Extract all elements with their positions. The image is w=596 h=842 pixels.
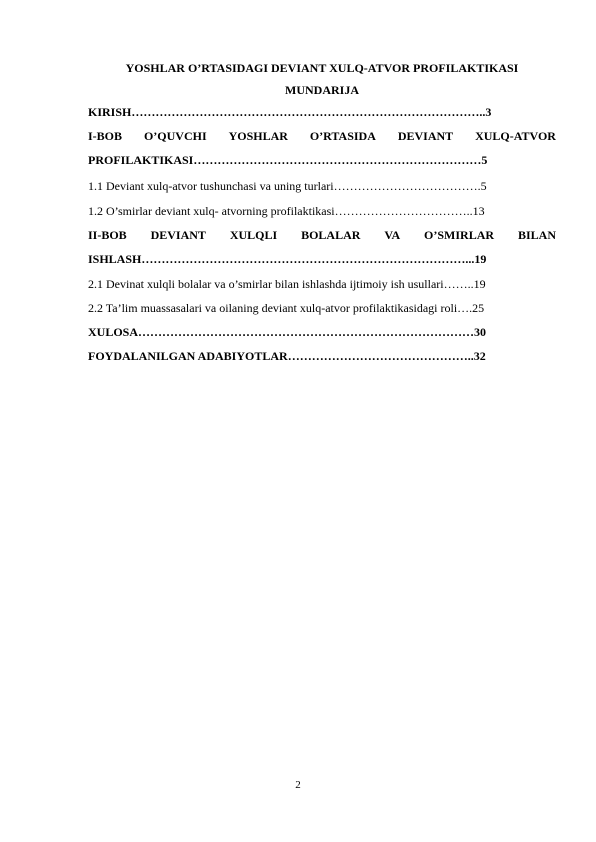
toc-entry-section-2-2: 2.2 Ta’lim muassasalari va oilaning deviant xulq-atvor profilaktikasidagi roli….25 <box>88 301 485 315</box>
toc-word: BOLALAR <box>301 228 361 242</box>
toc-entry-chapter1-line2: PROFILAKTIKASI………………………………………………………………5 <box>88 153 488 167</box>
toc-word: DEVIANT <box>150 228 206 242</box>
toc-entry-section-2-1: 2.1 Devinat xulqli bolalar va o’smirlar bilan ishlashda ijtimoiy ish usullari……..19 <box>88 277 486 291</box>
toc-entry-section-1-1: 1.1 Deviant xulq-atvor tushunchasi va uning turlari……………………………….5 <box>88 179 487 193</box>
toc-entry-chapter2-line2: ISHLASH………………………………………………………………………...19 <box>88 252 487 266</box>
page-number: 2 <box>295 779 301 791</box>
toc-entry-kirish: KIRISH……………………………………………………………………………..3 <box>88 105 492 119</box>
document-title: YOSHLAR O’RTASIDAGI DEVIANT XULQ-ATVOR PROFILAKTIKASI <box>125 61 519 75</box>
toc-word: II-BOB <box>88 228 127 242</box>
toc-word: O’SMIRLAR <box>424 228 495 242</box>
toc-entry-xulosa: XULOSA…………………………………………………………………………30 <box>88 325 487 339</box>
toc-word: I-BOB <box>88 129 123 143</box>
toc-entry-chapter2-line1 <box>88 227 556 243</box>
toc-word: XULQLI <box>229 228 278 242</box>
toc-entry-chapter1-line1 <box>88 128 556 144</box>
toc-word: YOSHLAR <box>228 129 288 143</box>
toc-entry-adabiyotlar: FOYDALANILGAN ADABIYOTLAR………………………………………..32 <box>88 349 486 363</box>
toc-word: VA <box>384 228 401 242</box>
toc-heading: MUNDARIJA <box>285 83 359 97</box>
toc-word: O’RTASIDA <box>309 129 376 143</box>
toc-word: O’QUVCHI <box>143 129 207 143</box>
toc-entry-section-1-2: 1.2 O’smirlar deviant xulq- atvorning profilaktikasi……………………………..13 <box>88 204 485 218</box>
toc-word: DEVIANT <box>397 129 454 143</box>
toc-word: BILAN <box>517 228 556 242</box>
toc-word: XULQ-ATVOR <box>475 129 556 143</box>
